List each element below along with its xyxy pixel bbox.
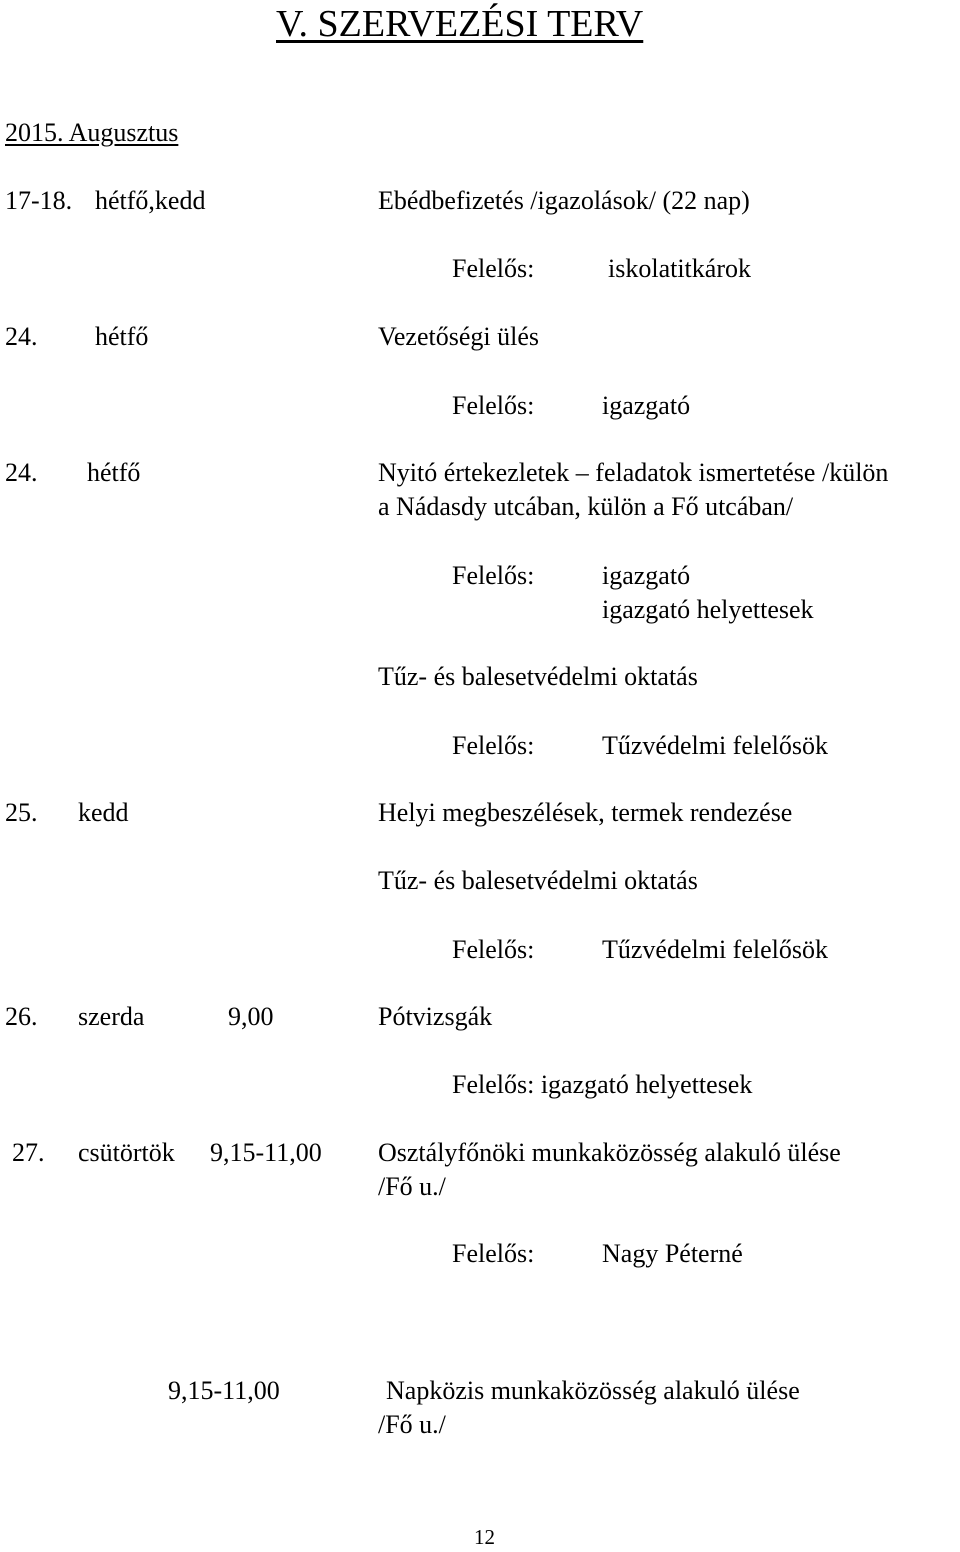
entry-text: Ebédbefizetés /igazolások/ (22 nap) bbox=[378, 186, 750, 215]
responsible-value: Nagy Péterné bbox=[602, 1239, 743, 1268]
responsible-line: Felelős: igazgató helyettesek bbox=[452, 1070, 753, 1099]
responsible-label: Felelős: bbox=[452, 561, 535, 590]
responsible-label: Felelős: bbox=[452, 935, 535, 964]
entry-text-line1: Napközis munkaközösség alakuló ülése bbox=[386, 1376, 800, 1405]
responsible-value: igazgató helyettesek bbox=[602, 595, 814, 624]
responsible-value: igazgató bbox=[602, 391, 691, 420]
entry-day: 27. bbox=[12, 1138, 45, 1167]
entry-day: 24. bbox=[5, 322, 38, 351]
entry-time: 9,15-11,00 bbox=[168, 1376, 280, 1405]
entry-text: Pótvizsgák bbox=[378, 1002, 493, 1031]
entry-text-line2: /Fő u./ bbox=[378, 1172, 446, 1201]
entry-time: 9,15-11,00 bbox=[210, 1138, 322, 1167]
entry-day: 26. bbox=[5, 1002, 38, 1031]
entry-weekday: hétfő bbox=[95, 322, 149, 351]
entry-weekday: hétfő bbox=[87, 458, 141, 487]
entry-weekday: kedd bbox=[78, 798, 129, 827]
entry-text-line1: Nyitó értekezletek – feladatok ismertetése /külön bbox=[378, 458, 889, 487]
entry-text-line1: Osztályfőnöki munkaközösség alakuló ülése bbox=[378, 1138, 841, 1167]
responsible-label: Felelős: bbox=[452, 1239, 535, 1268]
responsible-label: Felelős: bbox=[452, 254, 535, 283]
responsible-value: Tűzvédelmi felelősök bbox=[602, 935, 828, 964]
entry-text: Helyi megbeszélések, termek rendezése bbox=[378, 798, 793, 827]
responsible-value: igazgató bbox=[602, 561, 691, 590]
responsible-label: Felelős: bbox=[452, 391, 535, 420]
responsible-value: Tűzvédelmi felelősök bbox=[602, 731, 828, 760]
entry-time: 9,00 bbox=[228, 1002, 274, 1031]
entry-weekday: csütörtök bbox=[78, 1138, 175, 1167]
entry-subtext: Tűz- és balesetvédelmi oktatás bbox=[378, 866, 698, 895]
responsible-value: iskolatitkárok bbox=[608, 254, 751, 283]
entry-subtext: Tűz- és balesetvédelmi oktatás bbox=[378, 662, 698, 691]
entry-text-line2: /Fő u./ bbox=[378, 1410, 446, 1439]
entry-day: 24. bbox=[5, 458, 38, 487]
entry-day: 17-18. bbox=[5, 186, 73, 215]
month-heading: 2015. Augusztus bbox=[5, 118, 179, 147]
entry-day: 25. bbox=[5, 798, 38, 827]
entry-weekday: hétfő,kedd bbox=[95, 186, 206, 215]
responsible-label: Felelős: bbox=[452, 731, 535, 760]
page-title: V. SZERVEZÉSI TERV bbox=[276, 3, 644, 45]
entry-text: Vezetőségi ülés bbox=[378, 322, 540, 351]
entry-weekday: szerda bbox=[78, 1002, 145, 1031]
page-number: 12 bbox=[474, 1525, 495, 1549]
entry-text-line2: a Nádasdy utcában, külön a Fő utcában/ bbox=[378, 492, 794, 521]
